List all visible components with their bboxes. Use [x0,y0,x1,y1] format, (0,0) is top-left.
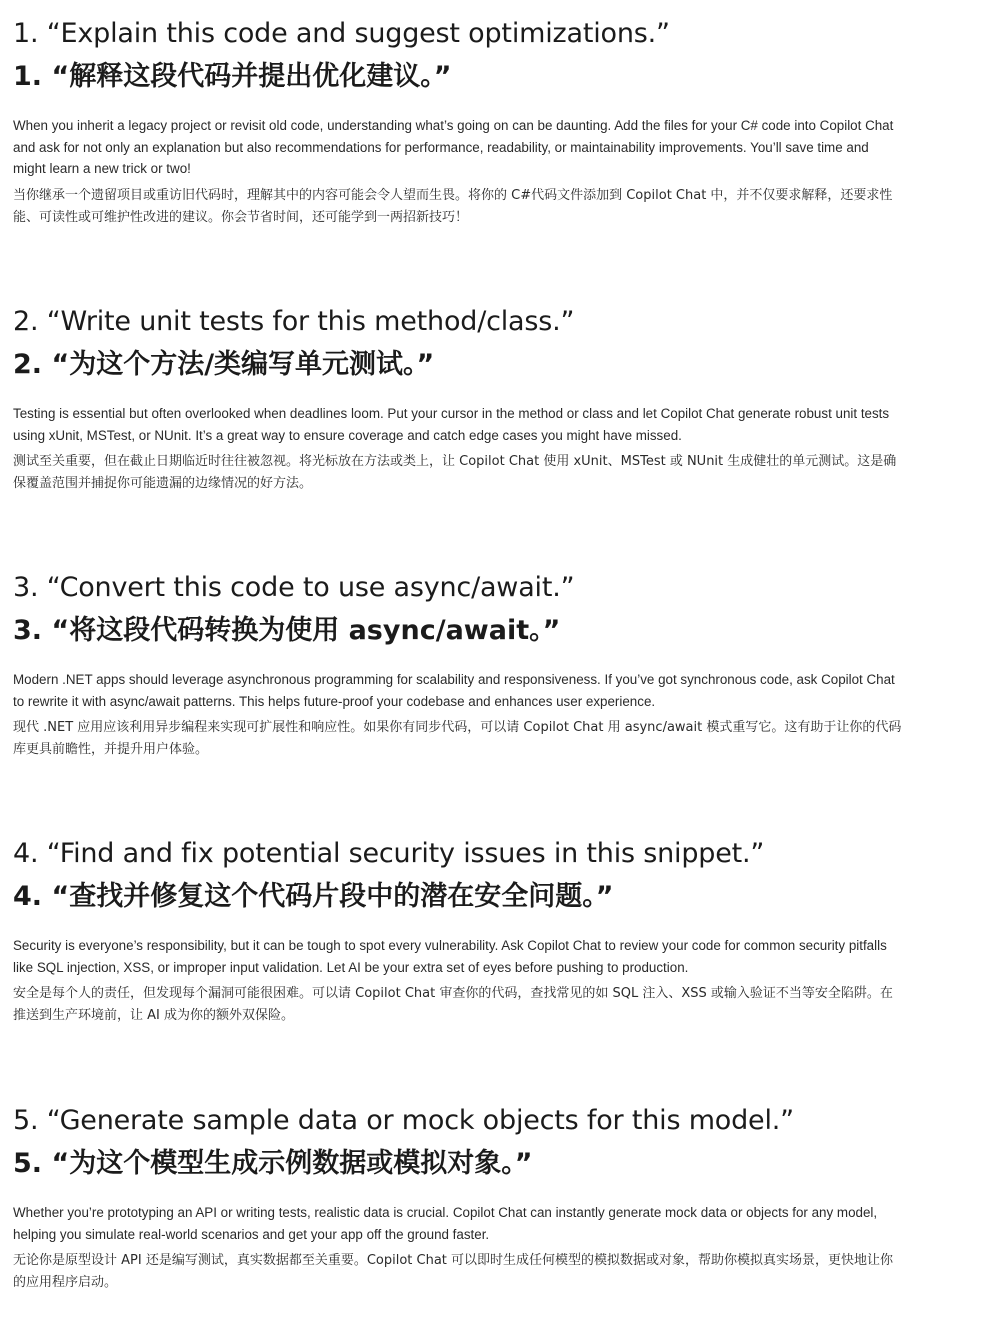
section-heading-chinese: 2. “为这个方法/类编写单元测试。” [13,349,435,380]
section-paragraph-chinese: 现代 .NET 应用应该利用异步编程来实现可扩展性和响应性。如果你有同步代码，可以请 Copilot Chat 用 async/await 模式重写它。这有助于让你的代码库更具前瞻性，并提升用户体验。 [13,720,902,757]
prompt-section-5 [13,1104,903,1294]
prompt-section-4 [13,837,903,1027]
section-heading-chinese: 3. “将这段代码转换为使用 async/await。” [13,615,561,646]
prompt-section-2 [13,305,903,495]
section-paragraph-english: Modern .NET apps should leverage asynchronous programming for scalability and responsiveness. If you’ve got synchronous code, ask Copilot Chat to rewrite it with async/await patterns. This helps future-proof your codebase and enhances user experience. [13,672,895,709]
section-paragraph-english: Security is everyone’s responsibility, but it can be tough to spot every vulnerability. Ask Copilot Chat to review your code for common security pitfalls like SQL injection, XSS, or improper input validation. Let AI be your extra set of eyes before pushing to production. [13,938,887,975]
section-heading-english: 4. “Find and fix potential security issues in this snippet.” [13,838,765,869]
section-paragraph-chinese: 当你继承一个遗留项目或重访旧代码时，理解其中的内容可能会令人望而生畏。将你的 C#代码文件添加到 Copilot Chat 中，并不仅要求解释，还要求性能、可读性或可维护性改进的建议。你会节省时间，还可能学到一两招新技巧！ [13,187,893,225]
section-heading-chinese: 4. “查找并修复这个代码片段中的潜在安全问题。” [13,881,614,912]
section-heading-english: 5. “Generate sample data or mock objects for this model.” [13,1105,794,1136]
section-paragraph-chinese: 无论你是原型设计 API 还是编写测试，真实数据都至关重要。Copilot Chat 可以即时生成任何模型的模拟数据或对象，帮助你模拟真实场景，更快地让你的应用程序启动。 [13,1253,894,1290]
section-paragraph-english: Testing is essential but often overlooked when deadlines loom. Put your cursor in the method or class and let Copilot Chat generate robust unit tests using xUnit, MSTest, or NUnit. It’s a great way to ensure coverage and catch edge cases you might have missed. [13,406,890,443]
prompt-section-3 [13,571,903,761]
section-paragraph-chinese: 测试至关重要，但在截止日期临近时往往被忽视。将光标放在方法或类上，让 Copilot Chat 使用 xUnit、MSTest 或 NUnit 生成健壮的单元测试。这是确保覆盖范围并捕捉你可能遗漏的边缘情况的好方法。 [13,454,897,491]
section-heading-chinese: 5. “为这个模型生成示例数据或模拟对象。” [13,1148,533,1179]
section-heading-english: 2. “Write unit tests for this method/class.” [13,306,575,337]
section-heading-chinese: 1. “解释这段代码并提出优化建议。” [13,61,452,92]
section-paragraph-chinese: 安全是每个人的责任，但发现每个漏洞可能很困难。可以请 Copilot Chat 审查你的代码，查找常见的如 SQL 注入、XSS 或输入验证不当等安全陷阱。在推送到生产环境前，让 AI 成为你的额外双保险。 [13,986,893,1023]
section-paragraph-english: Whether you’re prototyping an API or writing tests, realistic data is crucial. Copilot Chat can instantly generate mock data or objects for any model, helping you simulate real-world scenarios and get your app off the ground faster. [13,1205,878,1242]
section-heading-english: 1. “Explain this code and suggest optimizations.” [13,18,670,49]
section-heading-english: 3. “Convert this code to use async/await.” [13,572,575,603]
section-paragraph-english: When you inherit a legacy project or revisit old code, understanding what’s going on can be daunting. Add the files for your C# code into Copilot Chat and ask for not only an explanation but also recommendations for performance, readability, or maintainability improvements. You’ll save time and might learn a new trick or two! [13,118,894,176]
prompt-section-1 [13,17,903,229]
